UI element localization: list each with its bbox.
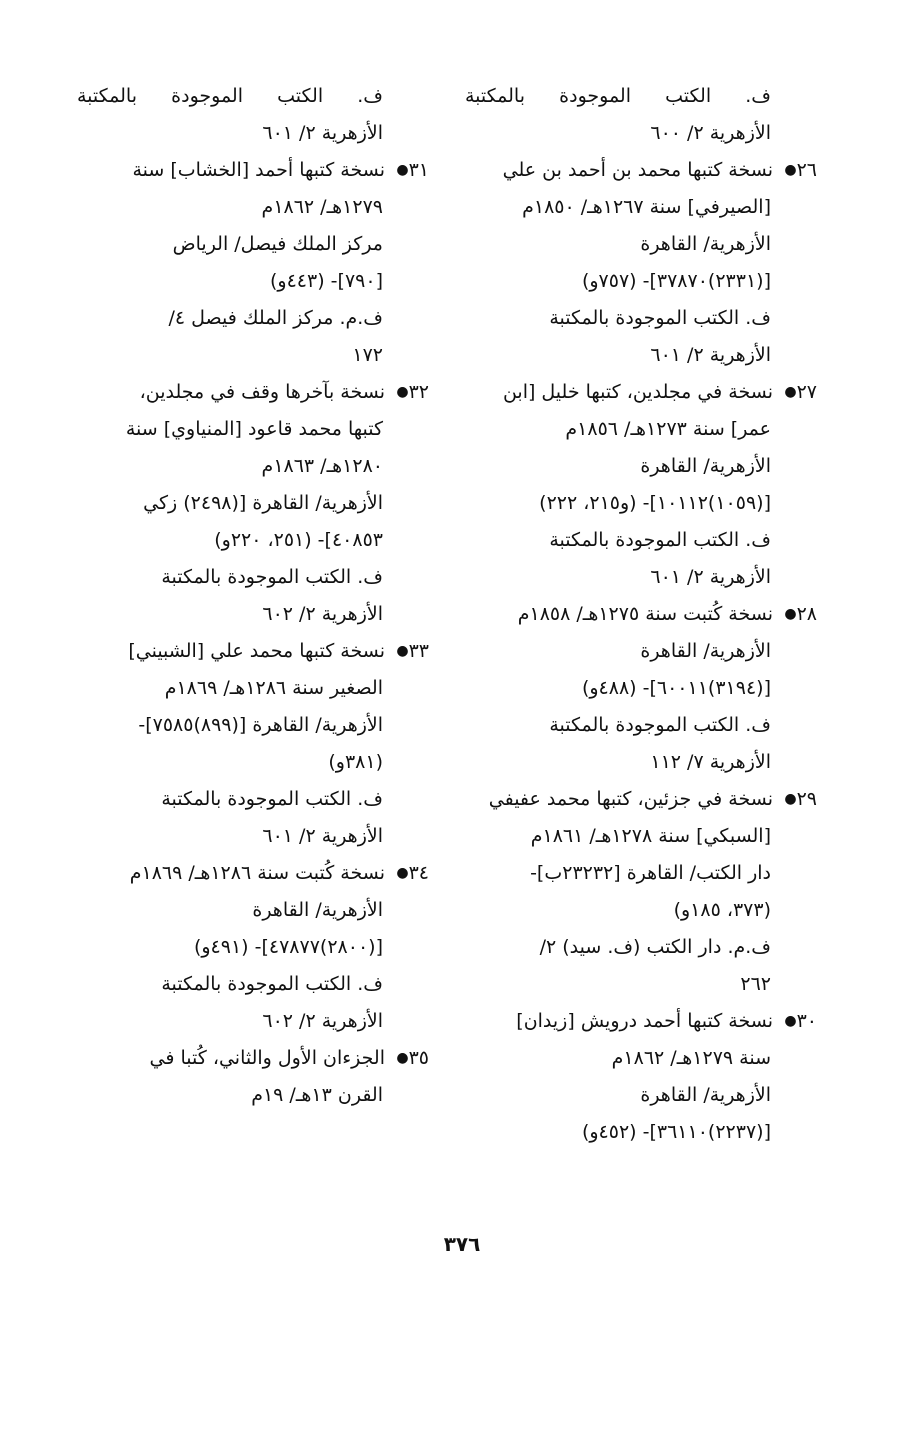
entry-line: ف. الكتب الموجودة بالمكتبة bbox=[161, 973, 383, 995]
entry-number bbox=[385, 633, 429, 670]
manuscript-entry bbox=[77, 374, 429, 633]
entry-number bbox=[773, 1003, 817, 1040]
entry-line: ف. الكتب الموجودة بالمكتبة bbox=[161, 788, 383, 810]
manuscript-entry bbox=[465, 152, 817, 374]
entry-line: الأزهرية ٢/ ٦٠٢ bbox=[262, 1010, 383, 1032]
entry-number-text: ٣٢ bbox=[408, 381, 429, 403]
entry-line-text: نسخة كتبها محمد بن أحمد بن علي bbox=[502, 159, 773, 181]
entry-line: الأزهرية/ القاهرة [(٢٤٩٨) زكي bbox=[143, 492, 383, 514]
entry-first-line bbox=[77, 1040, 429, 1077]
entry-line: ف. الكتب الموجودة بالمكتبة bbox=[549, 529, 771, 551]
entry-number-text: ٢٩ bbox=[796, 788, 817, 810]
entry-number bbox=[385, 152, 429, 189]
entry-number-text: ٣٣ bbox=[408, 640, 429, 662]
manuscript-entry bbox=[465, 596, 817, 781]
entry-number bbox=[385, 374, 429, 411]
entry-line: [(٢٢٣٧)٣٦١١٠]- (٤٥٢و) bbox=[581, 1121, 771, 1143]
entry-first-line bbox=[77, 374, 429, 411]
entry-line: ف. الكتب الموجودة بالمكتبة bbox=[549, 714, 771, 736]
entry-line: [الصيرفي] سنة ١٢٦٧هـ/ ١٨٥٠م bbox=[522, 196, 771, 218]
entry-line: ٢٦٢ bbox=[740, 973, 771, 995]
entry-line-text: نسخة بآخرها وقف في مجلدين، bbox=[139, 381, 385, 403]
entry-line: الأزهرية/ القاهرة bbox=[640, 233, 771, 255]
manuscript-entry bbox=[465, 781, 817, 1003]
entry-line: ١٧٢ bbox=[352, 344, 383, 366]
bullet-icon: ● bbox=[396, 865, 409, 881]
continuation-line: الأزهرية ٢/ ٦٠٠ bbox=[650, 122, 771, 144]
entry-line: ٤٠٨٥٣]- (٢٥١، ٢٢٠و) bbox=[214, 529, 383, 551]
bullet-icon: ● bbox=[396, 162, 409, 178]
entry-line-text: نسخة كتبها محمد علي [الشبيني] bbox=[128, 640, 385, 662]
entry-line: عمر] سنة ١٢٧٣هـ/ ١٨٥٦م bbox=[565, 418, 771, 440]
bullet-icon: ● bbox=[784, 384, 797, 400]
entry-line: الأزهرية/ القاهرة bbox=[640, 640, 771, 662]
entry-line: ١٢٧٩هـ/ ١٨٦٢م bbox=[261, 196, 383, 218]
entry-line: الصغير سنة ١٢٨٦هـ/ ١٨٦٩م bbox=[164, 677, 383, 699]
bullet-icon: ● bbox=[784, 1013, 797, 1029]
entry-line: ف.م. دار الكتب (ف. سيد) ٢/ bbox=[539, 936, 771, 958]
entry-line: [السبكي] سنة ١٢٧٨هـ/ ١٨٦١م bbox=[530, 825, 771, 847]
entry-number bbox=[385, 855, 429, 892]
entry-line-text: نسخة كتبها أحمد درويش [زيدان] bbox=[516, 1010, 773, 1032]
entry-number bbox=[773, 596, 817, 633]
continuation-line: الأزهرية ٢/ ٦٠١ bbox=[262, 122, 383, 144]
left-column bbox=[77, 78, 429, 1114]
entry-line: ف. الكتب الموجودة بالمكتبة bbox=[161, 566, 383, 588]
entry-line: سنة ١٢٧٩هـ/ ١٨٦٢م bbox=[611, 1047, 771, 1069]
entry-line: الأزهرية/ القاهرة bbox=[252, 899, 383, 921]
entry-first-line bbox=[77, 633, 429, 670]
manuscript-entry bbox=[77, 1040, 429, 1114]
entry-line-text: نسخة كُتبت سنة ١٢٧٥هـ/ ١٨٥٨م bbox=[517, 603, 773, 625]
entry-number-text: ٣٠ bbox=[796, 1010, 817, 1032]
manuscript-entry bbox=[465, 1003, 817, 1151]
bullet-icon: ● bbox=[784, 606, 797, 622]
entry-number bbox=[773, 374, 817, 411]
entry-line: الأزهرية ٢/ ٦٠١ bbox=[650, 566, 771, 588]
entry-number-text: ٣١ bbox=[408, 159, 429, 181]
entry-line: ١٢٨٠هـ/ ١٨٦٣م bbox=[261, 455, 383, 477]
entry-line: الأزهرية ٢/ ٦٠١ bbox=[262, 825, 383, 847]
entry-number-text: ٣٤ bbox=[408, 862, 429, 884]
entry-line: الأزهرية ٢/ ٦٠١ bbox=[650, 344, 771, 366]
entry-line: ف.م. مركز الملك فيصل ٤/ bbox=[168, 307, 383, 329]
entry-first-line bbox=[77, 152, 429, 189]
bullet-icon: ● bbox=[784, 162, 797, 178]
entry-line: دار الكتب/ القاهرة [٢٣٢٣٢ب]- bbox=[530, 862, 771, 884]
entry-first-line bbox=[77, 855, 429, 892]
entry-number bbox=[773, 152, 817, 189]
continuation-line: ف. الكتب الموجودة بالمكتبة bbox=[465, 85, 771, 107]
bullet-icon: ● bbox=[784, 791, 797, 807]
entry-line-text: نسخة كتبها أحمد [الخشاب] سنة bbox=[132, 159, 385, 181]
entry-line-text: نسخة في مجلدين، كتبها خليل [ابن bbox=[502, 381, 773, 403]
entry-line: مركز الملك فيصل/ الرياض bbox=[172, 233, 383, 255]
entry-number-text: ٣٥ bbox=[408, 1047, 429, 1069]
entry-line: (٣٨١و) bbox=[328, 751, 383, 773]
entry-line: كتبها محمد قاعود [المنياوي] سنة bbox=[125, 418, 383, 440]
entry-list bbox=[77, 152, 429, 1114]
entry-first-line bbox=[465, 374, 817, 411]
bullet-icon: ● bbox=[396, 384, 409, 400]
entry-first-line bbox=[465, 152, 817, 189]
entry-first-line bbox=[465, 596, 817, 633]
right-column bbox=[465, 78, 817, 1151]
entry-line-text: نسخة كُتبت سنة ١٢٨٦هـ/ ١٨٦٩م bbox=[129, 862, 385, 884]
entry-line: الأزهرية/ القاهرة bbox=[640, 1084, 771, 1106]
manuscript-entry bbox=[77, 633, 429, 855]
entry-line: القرن ١٣هـ/ ١٩م bbox=[251, 1084, 383, 1106]
entry-line: الأزهرية ٧/ ١١٢ bbox=[650, 751, 771, 773]
entry-line-text: نسخة في جزئين، كتبها محمد عفيفي bbox=[488, 788, 773, 810]
continuation-line: ف. الكتب الموجودة بالمكتبة bbox=[77, 85, 383, 107]
entry-number bbox=[385, 1040, 429, 1077]
entry-number-text: ٢٧ bbox=[796, 381, 817, 403]
entry-first-line bbox=[465, 1003, 817, 1040]
bullet-icon: ● bbox=[396, 1050, 409, 1066]
entry-line: [(١٠٥٩)١٠١١٢]- (و٢١٥، ٢٢٢) bbox=[539, 492, 771, 514]
entry-number bbox=[773, 781, 817, 818]
entry-list bbox=[465, 152, 817, 1151]
entry-line: الأزهرية/ القاهرة bbox=[640, 455, 771, 477]
manuscript-entry bbox=[465, 374, 817, 596]
bullet-icon: ● bbox=[396, 643, 409, 659]
manuscript-entry bbox=[77, 152, 429, 374]
entry-line: الأزهرية/ القاهرة [(٨٩٩)٧٥٨٥]- bbox=[138, 714, 383, 736]
entry-first-line bbox=[465, 781, 817, 818]
page-number: ٣٧٦ bbox=[443, 1232, 481, 1256]
entry-line: (٣٧٣، ١٨٥و) bbox=[673, 899, 771, 921]
entry-line: ف. الكتب الموجودة بالمكتبة bbox=[549, 307, 771, 329]
entry-line: [٧٩٠]- (٤٤٣و) bbox=[270, 270, 383, 292]
entry-line-text: الجزءان الأول والثاني، كُتبا في bbox=[149, 1047, 385, 1069]
entry-line: [(٢٣٣١)٣٧٨٧٠]- (٧٥٧و) bbox=[581, 270, 771, 292]
entry-number-text: ٢٨ bbox=[796, 603, 817, 625]
entry-number-text: ٢٦ bbox=[796, 159, 817, 181]
entry-line: [(٢٨٠٠)٤٧٨٧٧]- (٤٩١و) bbox=[193, 936, 383, 958]
manuscript-entry bbox=[77, 855, 429, 1040]
entry-line: الأزهرية ٢/ ٦٠٢ bbox=[262, 603, 383, 625]
entry-line: [(٣١٩٤)٦٠٠١١]- (٤٨٨و) bbox=[581, 677, 771, 699]
